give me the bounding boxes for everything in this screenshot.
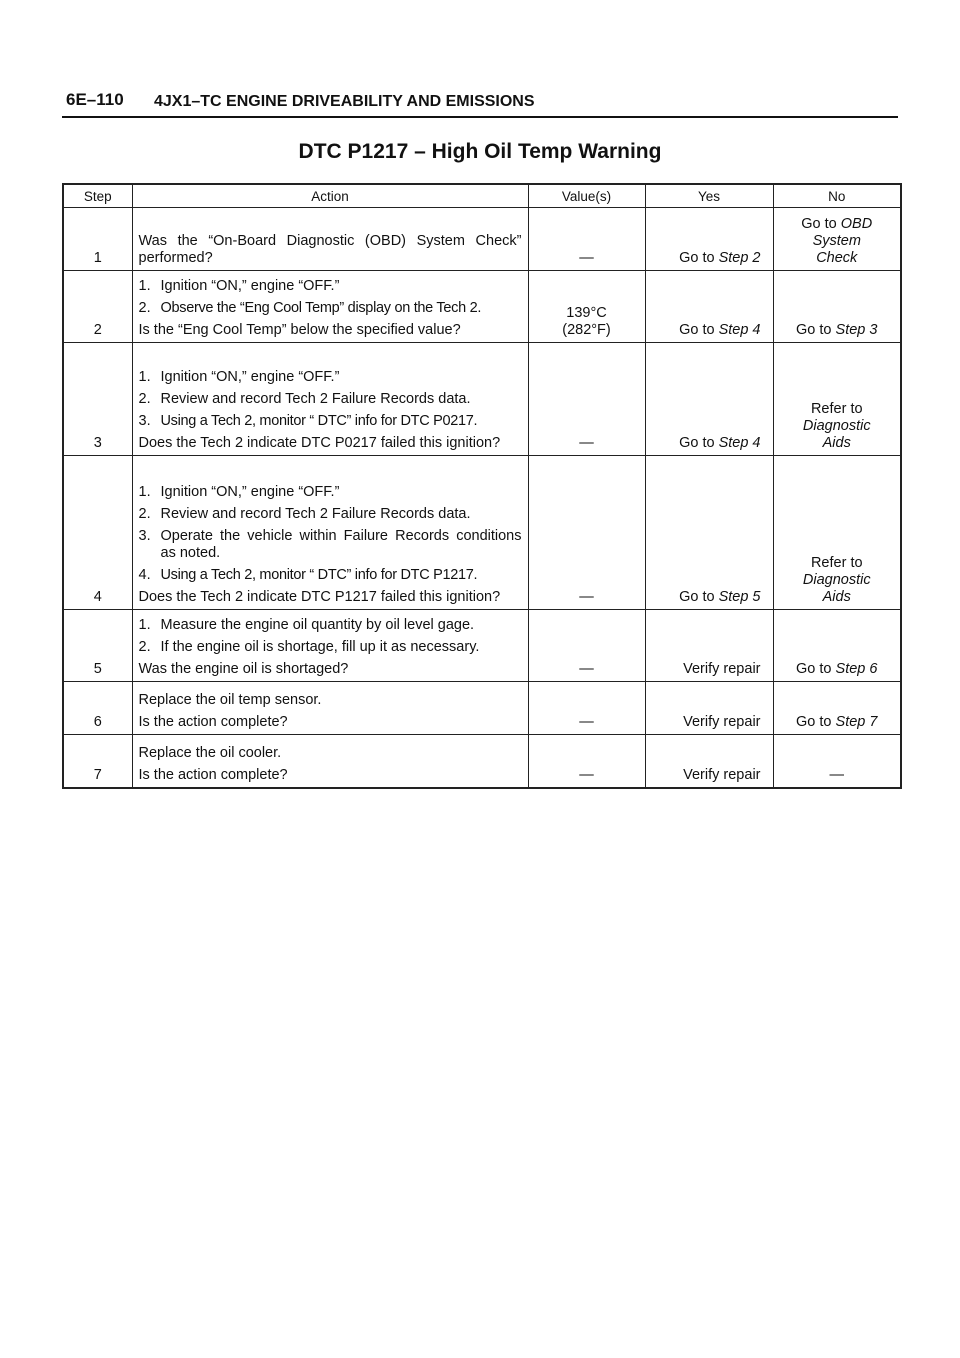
item-text: Using a Tech 2, monitor “ DTC” info for DTC P0217.: [160, 413, 478, 429]
no-link: Step 3: [835, 322, 878, 338]
table-row: [63, 682, 901, 735]
item-number: 4.: [138, 567, 151, 583]
no-link: Step 6: [835, 661, 878, 677]
action-item: [139, 484, 522, 501]
yes-cell: [645, 271, 773, 343]
no-link: System: [812, 233, 861, 249]
no-link: OBD: [840, 216, 873, 232]
value-cell: —: [528, 343, 645, 456]
action-question: Was the engine oil is shortaged?: [138, 661, 349, 677]
value-cell: —: [528, 208, 645, 271]
step-number: 6: [63, 682, 132, 735]
no-link: Check: [816, 250, 858, 266]
value-celsius: 139°C: [566, 305, 607, 321]
item-text: Measure the engine oil quantity by oil level gage.: [160, 617, 475, 633]
item-number: 1.: [138, 369, 151, 385]
table-row: [63, 208, 901, 271]
item-number: 2.: [138, 506, 151, 522]
no-link: Diagnostic: [802, 418, 871, 434]
action-item: [139, 506, 522, 523]
item-text: Operate the vehicle within Failure Records conditions as noted.: [160, 528, 522, 561]
item-number: 1.: [138, 617, 151, 633]
yes-cell: Verify repair: [645, 682, 773, 735]
no-prefix: Refer to: [810, 401, 863, 417]
action-item: [139, 413, 522, 430]
no-cell: [773, 271, 901, 343]
column-header-yes: Yes: [645, 184, 773, 208]
table-row: [63, 456, 901, 610]
action-cell: [132, 682, 528, 735]
no-cell: [773, 456, 901, 610]
no-link: Aids: [822, 435, 851, 451]
item-text: Review and record Tech 2 Failure Records data.: [160, 391, 471, 407]
action-question: Does the Tech 2 indicate DTC P1217 failed this ignition?: [138, 589, 501, 605]
item-number: 2.: [138, 391, 151, 407]
action-cell: [132, 610, 528, 682]
item-number: 3.: [138, 413, 151, 429]
yes-link: Step 2: [718, 250, 761, 266]
yes-cell: [645, 343, 773, 456]
no-prefix: Go to: [796, 714, 832, 730]
item-number: 1.: [138, 484, 151, 500]
yes-prefix: Go to: [679, 435, 715, 451]
action-item: [139, 617, 522, 634]
column-header-value: Value(s): [528, 184, 645, 208]
action-line: Replace the oil cooler.: [138, 744, 282, 761]
action-cell: [132, 343, 528, 456]
action-cell: [132, 208, 528, 271]
action-item: [139, 278, 522, 295]
no-prefix: Refer to: [810, 555, 863, 571]
item-text: Observe the “Eng Cool Temp” display on the Tech 2.: [160, 300, 482, 316]
action-question: Is the action complete?: [138, 766, 288, 783]
no-cell: —: [773, 735, 901, 788]
action-item: [139, 567, 522, 584]
page-number: 6E–110: [66, 90, 124, 109]
no-cell: [773, 208, 901, 271]
no-link: Diagnostic: [802, 572, 871, 588]
action-question: Is the action complete?: [138, 714, 288, 730]
step-number: 4: [63, 456, 132, 610]
item-number: 1.: [138, 278, 151, 294]
action-item: [139, 639, 522, 656]
no-cell: [773, 610, 901, 682]
action-item: [139, 528, 522, 562]
table-row: [63, 343, 901, 456]
table-row: [63, 271, 901, 343]
action-cell: [132, 456, 528, 610]
page-header: [62, 88, 898, 118]
diagnostic-table: [62, 183, 902, 789]
action-item: [139, 300, 522, 317]
action-question: Is the “Eng Cool Temp” below the specified value?: [138, 322, 461, 338]
value-cell: —: [528, 682, 645, 735]
yes-cell: Verify repair: [645, 610, 773, 682]
action-cell: [132, 735, 528, 788]
item-number: 2.: [138, 639, 151, 655]
action-cell: [132, 271, 528, 343]
column-header-no: No: [773, 184, 901, 208]
yes-cell: [645, 456, 773, 610]
table-row: [63, 610, 901, 682]
item-text: Ignition “ON,” engine “OFF.”: [160, 278, 340, 294]
section-title: 4JX1–TC ENGINE DRIVEABILITY AND EMISSIONS: [154, 93, 535, 110]
column-header-action: Action: [132, 184, 528, 208]
yes-link: Step 4: [718, 322, 761, 338]
no-cell: [773, 343, 901, 456]
action-question: Does the Tech 2 indicate DTC P0217 failed this ignition?: [138, 435, 501, 451]
table-row: [63, 735, 901, 788]
item-text: Ignition “ON,” engine “OFF.”: [160, 484, 340, 500]
item-text: Using a Tech 2, monitor “ DTC” info for DTC P1217.: [160, 567, 478, 583]
yes-cell: [645, 208, 773, 271]
item-text: Review and record Tech 2 Failure Records data.: [160, 506, 471, 522]
yes-link: Step 4: [718, 435, 761, 451]
item-text: If the engine oil is shortage, fill up it as necessary.: [160, 639, 480, 655]
yes-link: Step 5: [718, 589, 761, 605]
step-number: 7: [63, 735, 132, 788]
step-number: 3: [63, 343, 132, 456]
action-item: [139, 391, 522, 408]
no-prefix: Go to: [796, 661, 832, 677]
item-number: 3.: [138, 528, 151, 544]
value-fahrenheit: (282°F): [562, 322, 611, 338]
no-cell: [773, 682, 901, 735]
value-cell: —: [528, 610, 645, 682]
value-cell: —: [528, 456, 645, 610]
action-line: Replace the oil temp sensor.: [138, 692, 322, 708]
value-cell: —: [528, 735, 645, 788]
action-question: Was the “On-Board Diagnostic (OBD) System Check” performed?: [138, 233, 522, 266]
yes-cell: Verify repair: [645, 735, 773, 788]
no-prefix: Go to: [796, 322, 832, 338]
step-number: 1: [63, 208, 132, 271]
value-cell: [528, 271, 645, 343]
yes-prefix: Go to: [679, 322, 715, 338]
no-link: Step 7: [835, 714, 878, 730]
document-title: DTC P1217 – High Oil Temp Warning: [298, 140, 662, 163]
item-number: 2.: [138, 300, 151, 316]
step-number: 5: [63, 610, 132, 682]
item-text: Ignition “ON,” engine “OFF.”: [160, 369, 340, 385]
action-item: [139, 369, 522, 386]
step-number: 2: [63, 271, 132, 343]
yes-prefix: Go to: [679, 589, 715, 605]
column-header-step: Step: [63, 184, 132, 208]
table-header-row: [63, 184, 901, 208]
yes-prefix: Go to: [679, 250, 715, 266]
no-link: Aids: [822, 589, 851, 605]
no-prefix: Go to: [801, 216, 837, 232]
